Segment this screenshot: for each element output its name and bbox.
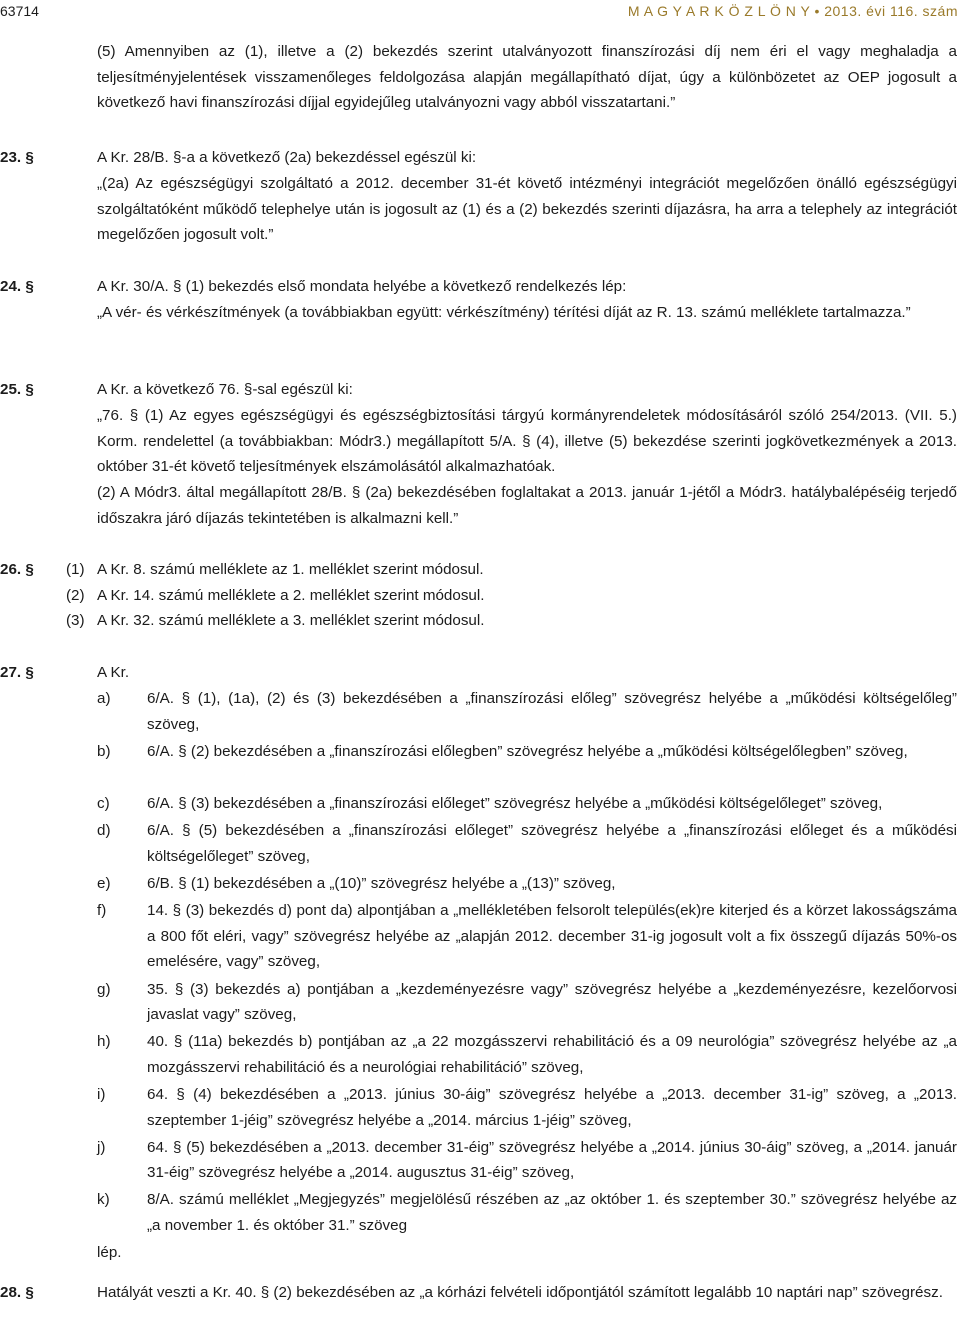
- section-25-body-1: „76. § (1) Az egyes egészségügyi és egészségbiztosítási tárgyú kormányrendeletek módosításáról szóló 254/2013. (VII. 5.) Korm. rendelettel (a továbbiakban: Módr3.) megállapított 5/A. § (4), illetve (5) bekezdése szerinti jogkövetkezmények a 2013. október 31-ét követő teljesítmények elszámolásától alkalmazhatóak.: [97, 407, 957, 476]
- list-item-label: f): [97, 902, 107, 920]
- list-item-label: (1): [66, 561, 85, 578]
- section-27-number: 27. §: [0, 664, 34, 681]
- list-item: [97, 818, 957, 869]
- list-item-label: b): [97, 742, 111, 760]
- list-item-text: 64. § (5) bekezdésében a „2013. december 31-éig” szövegrész helyébe a „2014. június 30-áig” szöveg, a „2014. január 31-éig” szövegrész helyébe a „2014. augusztus 31-éig” szöveg,: [147, 1138, 957, 1182]
- section-25-body-2: (2) A Módr3. által megállapított 28/B. § (2a) bekezdésében foglaltakat a 2013. január 1-jétől a Módr3. hatálybalépéséig terjedő időszakra járó díjazás tekintetében is alkalmazni kell.”: [97, 484, 957, 527]
- section-25-number: 25. §: [0, 381, 34, 398]
- section-24-number: 24. §: [0, 278, 34, 295]
- list-item-label: (2): [66, 586, 85, 604]
- list-item-label: g): [97, 980, 111, 998]
- section-27-list: [97, 686, 957, 1266]
- page-header: [0, 0, 960, 22]
- list-item: [66, 608, 956, 634]
- list-item-text: A Kr. 14. számú melléklete a 2. melléklet szerint módosul.: [97, 586, 485, 604]
- section-27-outro: lép.: [97, 1243, 122, 1261]
- list-item-label: k): [97, 1191, 110, 1209]
- list-item-text: 6/A. § (3) bekezdésében a „finanszírozási előleget” szövegrész helyébe a „működési költségelőleget” szöveg,: [147, 795, 883, 813]
- list-item: [97, 1135, 957, 1186]
- list-item-label: a): [97, 690, 111, 707]
- list-item: [66, 583, 956, 609]
- section-24-body: „A vér- és vérkészítmények (a továbbiakban együtt: vérkészítmény) térítési díját az R. 13. számú melléklete tartalmazza.”: [97, 304, 911, 321]
- list-item-label: d): [97, 822, 111, 840]
- section-24-intro: A Kr. 30/A. § (1) bekezdés első mondata helyébe a következő rendelkezés lép:: [97, 278, 627, 295]
- list-item: [97, 871, 957, 897]
- list-item: [97, 739, 957, 790]
- list-item-text: 35. § (3) bekezdés a) pontjában a „kezdeményezésre vagy” szövegrész helyébe a „kezdeményezésre, kezelőorvosi javaslat vagy” szöveg,: [147, 980, 957, 1024]
- list-item-text: 6/A. § (1), (1a), (2) és (3) bekezdésében a „finanszírozási előleg” szövegrész helyébe a „működési költségelőleg” szöveg,: [147, 690, 957, 733]
- list-item-text: 6/B. § (1) bekezdésében a „(10)” szövegrész helyébe a „(13)” szöveg,: [147, 875, 616, 893]
- list-item-label: j): [97, 1138, 106, 1156]
- list-item-text: 40. § (11a) bekezdés b) pontjában az „a 22 mozgásszervi rehabilitáció és a 09 neurológia” szövegrész helyébe az „a mozgásszervi rehabilitáció és a neurológiai rehabilitáció” szöveg,: [147, 1033, 957, 1076]
- journal-title: M A G Y A R K Ö Z L Ö N Y • 2013. évi 116. szám: [627, 3, 958, 19]
- list-item: [97, 1029, 957, 1080]
- section-28-body: Hatályát veszti a Kr. 40. § (2) bekezdésében az „a kórházi felvételi időpontjától számított legalább 10 naptári nap” szövegrész.: [97, 1284, 943, 1301]
- list-item: [97, 686, 957, 737]
- list-item-text: 14. § (3) bekezdés d) pont da) alpontjában a „mellékletében felsorolt település(ek)re kiterjed és a körzet lakosságszáma a 800 főt eléri, vagy” szövegrész helyébe az „alapján 2012. december 31-ig jogosult volt a fix összegű díjazás 50%-os emelésére, vagy” szöveg,: [147, 902, 957, 971]
- list-item-text: A Kr. 32. számú melléklete a 3. melléklet szerint módosul.: [97, 612, 485, 630]
- section-28-number: 28. §: [0, 1284, 34, 1301]
- section-23-number: 23. §: [0, 149, 34, 166]
- list-item: [66, 557, 956, 583]
- section-26-list: [66, 557, 956, 634]
- list-item-text: 64. § (4) bekezdésében a „2013. június 30-áig” szövegrész helyébe a „2013. december 31-ig” szöveg, a „2013. szeptember 1-jéig” szövegrész helyébe a „2014. március 1-jéig” szöveg,: [147, 1085, 957, 1129]
- section-26-number: 26. §: [0, 561, 34, 578]
- list-item: [97, 898, 957, 975]
- list-item-label: h): [97, 1033, 111, 1051]
- list-item-label: (3): [66, 612, 85, 630]
- list-item-label: i): [97, 1085, 106, 1103]
- list-item: [97, 1187, 957, 1238]
- list-item: [97, 791, 957, 817]
- list-item-text: A Kr. 8. számú melléklete az 1. melléklet szerint módosul.: [97, 561, 484, 578]
- list-item: [97, 1082, 957, 1133]
- paragraph-5-closing: (5) Amennyiben az (1), illetve a (2) bekezdés szerint utalványozott finanszírozási díj nem éri el vagy meghaladja a teljesítményjelentések visszamenőleges feldolgozása alapján megállapítható díjat, úgy a különbözetet az OEP jogosult a következő havi finanszírozási díjjal egyidejűleg utalványozni vagy abból visszatartani.”: [97, 43, 957, 112]
- list-item-text: 8/A. számú melléklet „Megjegyzés” megjelölésű részében az „az október 1. és szeptember 30.” szövegrész helyébe az „a november 1. és október 31.” szöveg: [147, 1191, 957, 1234]
- list-item-text: 6/A. § (5) bekezdésében a „finanszírozási előleget” szövegrész helyébe a „finanszírozási előleget és a működési költségelőleget” szöveg,: [147, 822, 957, 866]
- list-item-label: e): [97, 875, 111, 893]
- list-item-label: c): [97, 795, 110, 813]
- list-item: [97, 977, 957, 1028]
- section-23-intro: A Kr. 28/B. §-a a következő (2a) bekezdéssel egészül ki:: [97, 149, 477, 166]
- list-item-text: 6/A. § (2) bekezdésében a „finanszírozási előlegben” szövegrész helyébe a „működési költségelőlegben” szöveg,: [147, 742, 908, 760]
- section-23-body: „(2a) Az egészségügyi szolgáltató a 2012. december 31-ét követő intézményi integrációt megelőzően önálló egészségügyi szolgáltatóként működő telephelye után is jogosult az (1) és a (2) bekezdés szerinti díjazásra, ha arra a telephely az integrációt megelőzően jogosult volt.”: [97, 175, 957, 244]
- section-27-intro: A Kr.: [97, 664, 130, 681]
- section-25-intro: A Kr. a következő 76. §-sal egészül ki:: [97, 381, 353, 398]
- page-number: 63714: [0, 3, 39, 19]
